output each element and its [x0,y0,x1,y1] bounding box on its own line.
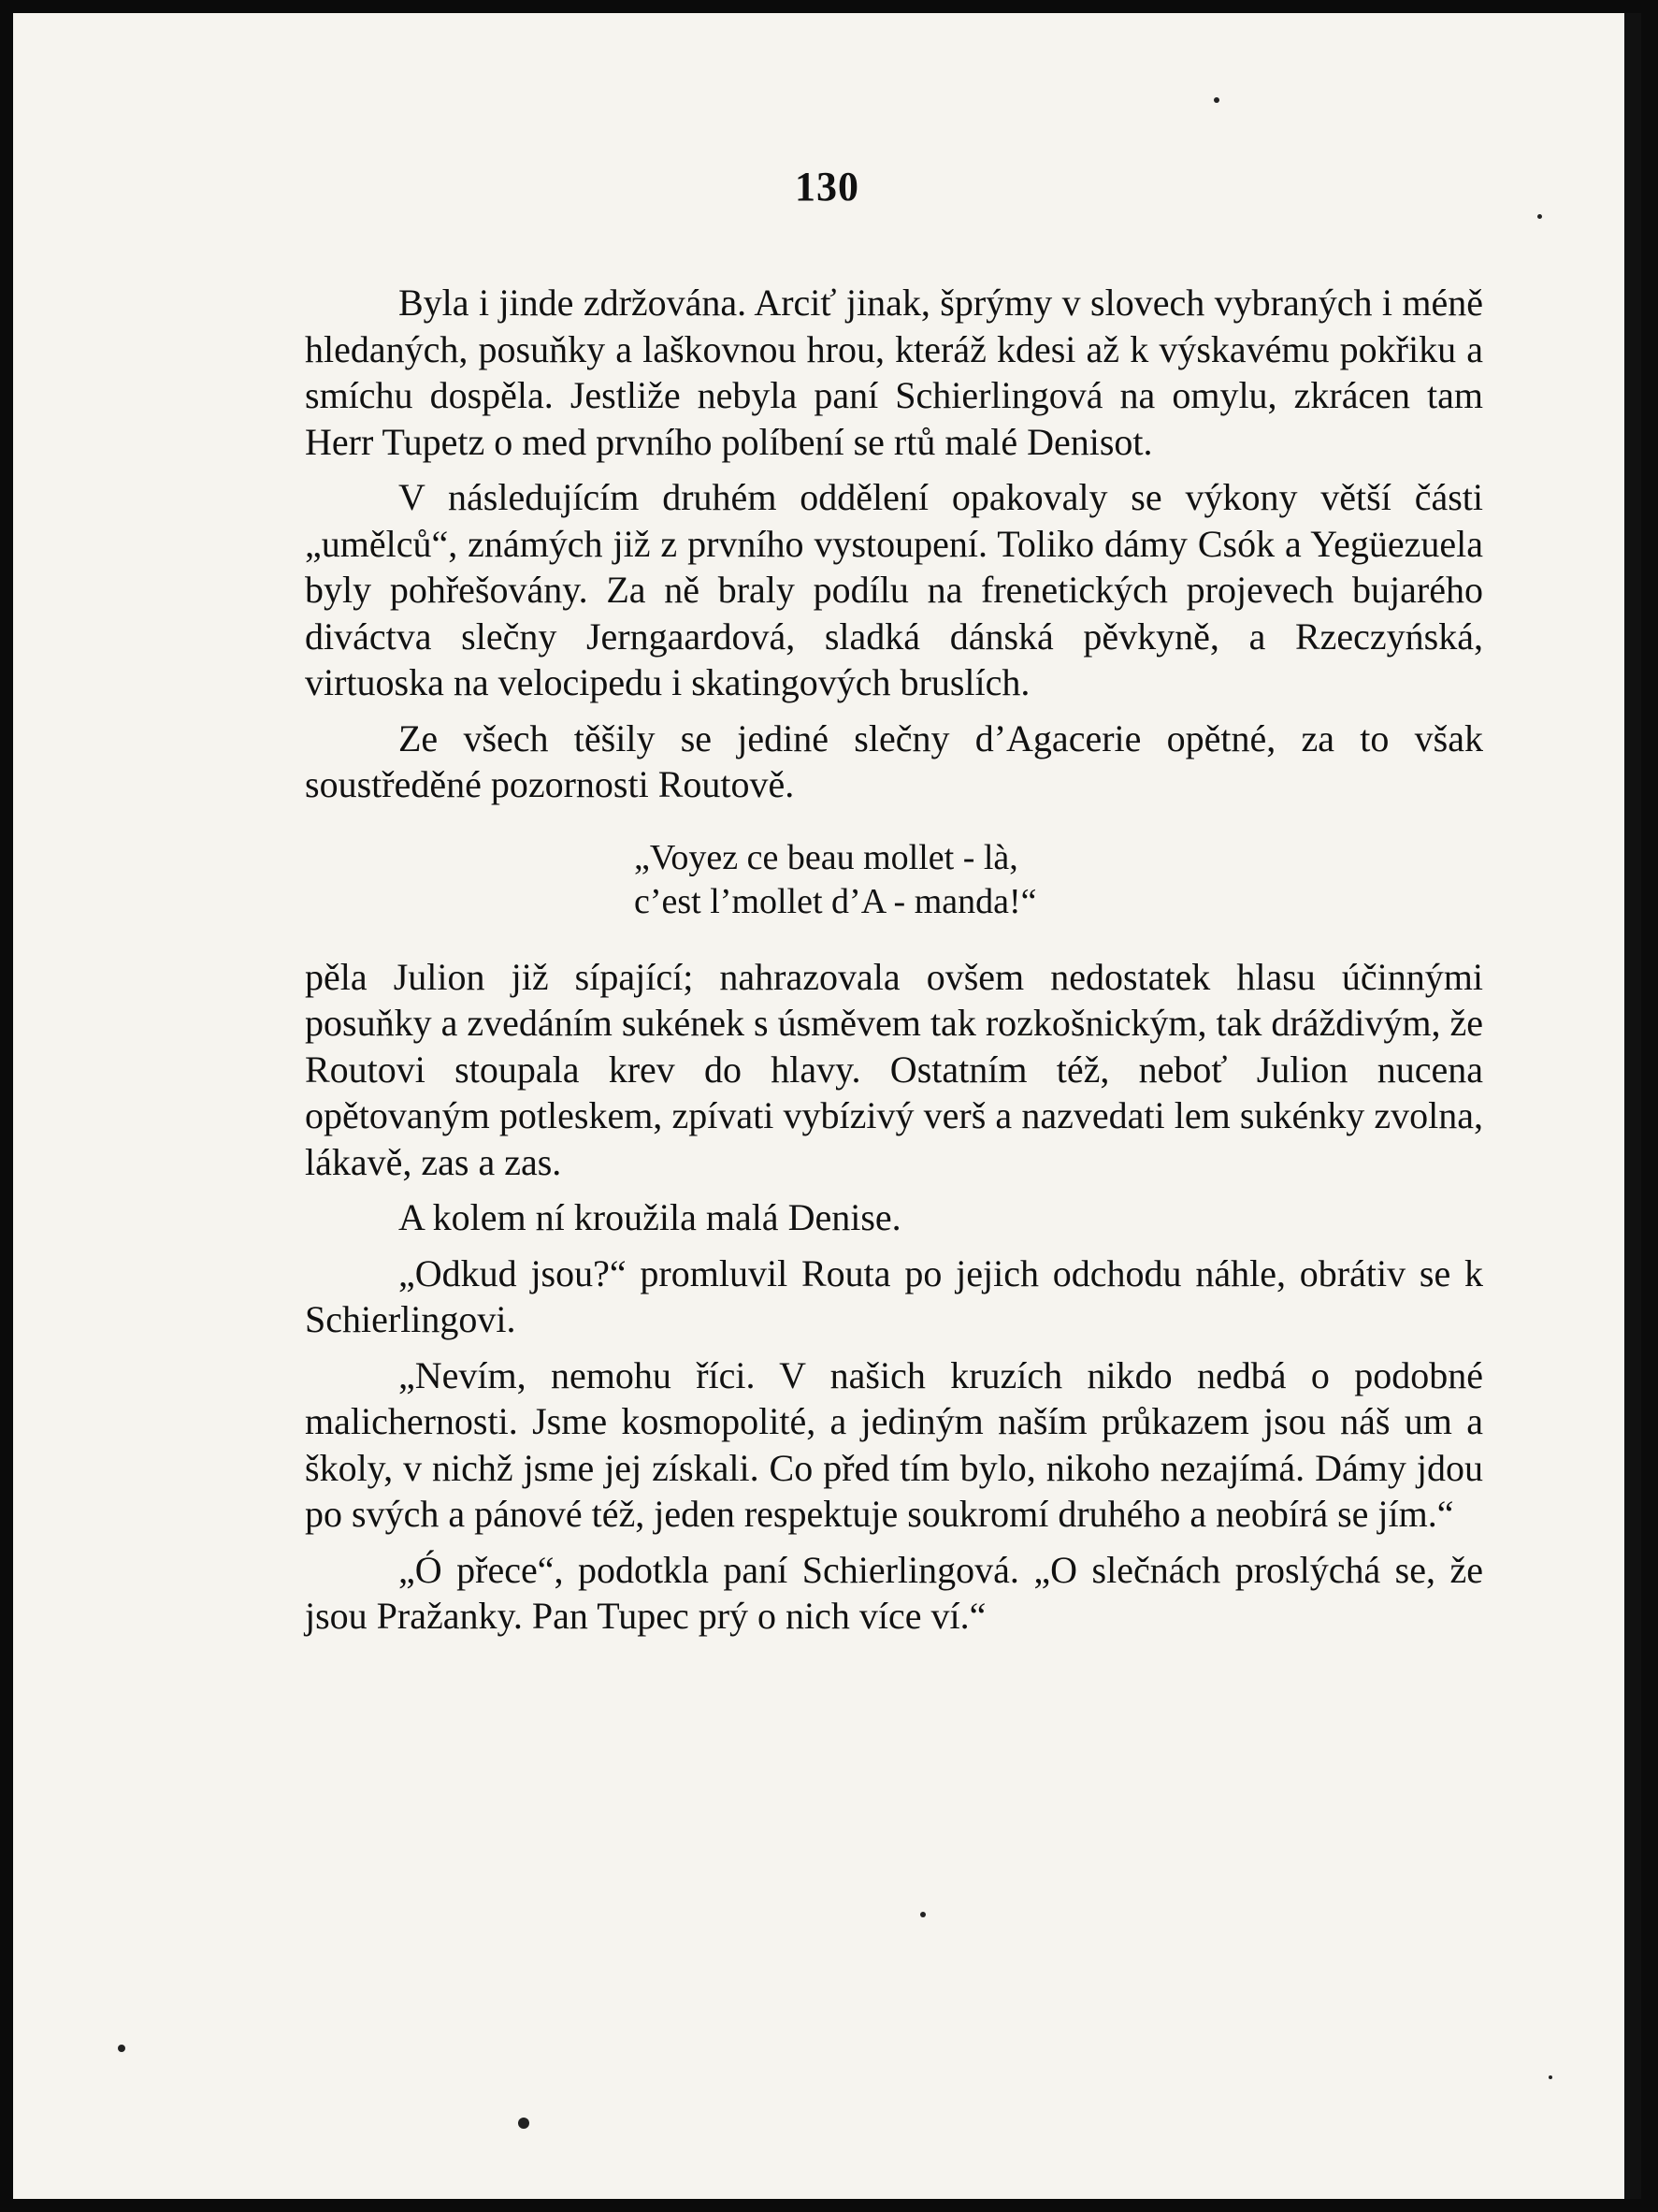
song-quote [305,836,1483,924]
paragraph: A kolem ní kroužila malá Denise. [398,1196,901,1238]
book-page [13,13,1641,2199]
paragraph: V následujícím druhém oddělení opakovaly se výkony větší části „umělců“, známých již z prvního vystoupení. Toliko dámy Csók a Yegüezuela byly pohřešovány. Za ně braly podílu na frenetických projevech bujarého diváctva slečny Jerngaardová, sladká dánská pěvkyně, a Rzeczyńská, virtuoska na velocipedu i skatingových bruslích. [305,476,1483,703]
paragraph: „Nevím, nemohu říci. V našich kruzích nikdo nedbá o podobné malichernosti. Jsme kosmopolité, a jediným naším průkazem jsou náš um a školy, v nichž jsme jej získali. Co před tím bylo, nikoho nezajímá. Dámy jdou po svých a pánové též, jeden respektuje soukromí druhého a neobírá se jím.“ [305,1353,1483,1535]
scan-speck [1537,214,1542,219]
paragraph: pěla Julion již sípající; nahrazovala ovšem nedostatek hlasu účinnými posuňky a zvedáním sukének s úsměvem tak rozkošnickým, tak dráždivým, že Routovi stoupala krev do hlavy. Ostatním též, neboť Julion nucena opětovaným potleskem, zpívati vybízivý verš a nazvedati lem sukénky zvolna, lákavě, zas a zas. [305,955,1483,1183]
song-line: „Voyez ce beau mollet - là, [634,837,1018,877]
song-line: c’est l’mollet d’A - manda!“ [634,881,1037,921]
paragraph: „Ó přece“, podotkla paní Schierlingová. „O slečnách proslýchá se, že jsou Pražanky. Pan Tupec prý o nich více ví.“ [305,1548,1483,1637]
scan-speck [518,2118,529,2129]
scan-border [1624,13,1641,2199]
paragraph: Ze všech těšily se jediné slečny d’Agacerie opětné, za to však soustředěné pozornosti Routově. [305,716,1483,805]
body-text [305,280,1483,1640]
scan-speck [1549,2075,1552,2079]
scan-speck [118,2045,125,2052]
page-number: 130 [795,164,859,210]
paragraph: Byla i jinde zdržována. Arciť jinak, šprýmy v slovech vybraných i méně hledaných, posuňky a laškovnou hrou, kteráž kdesi až k výskavému pokřiku a smíchu dospěla. Jestliže nebyla paní Schierlingová na omylu, zkrácen tam Herr Tupetz o med prvního políbení se rtů malé Denisot. [305,282,1483,463]
paragraph: „Odkud jsou?“ promluvil Routa po jejich odchodu náhle, obrátiv se k Schierlingovi. [305,1251,1483,1340]
scan-speck [1214,97,1219,103]
scan-speck [920,1912,926,1917]
